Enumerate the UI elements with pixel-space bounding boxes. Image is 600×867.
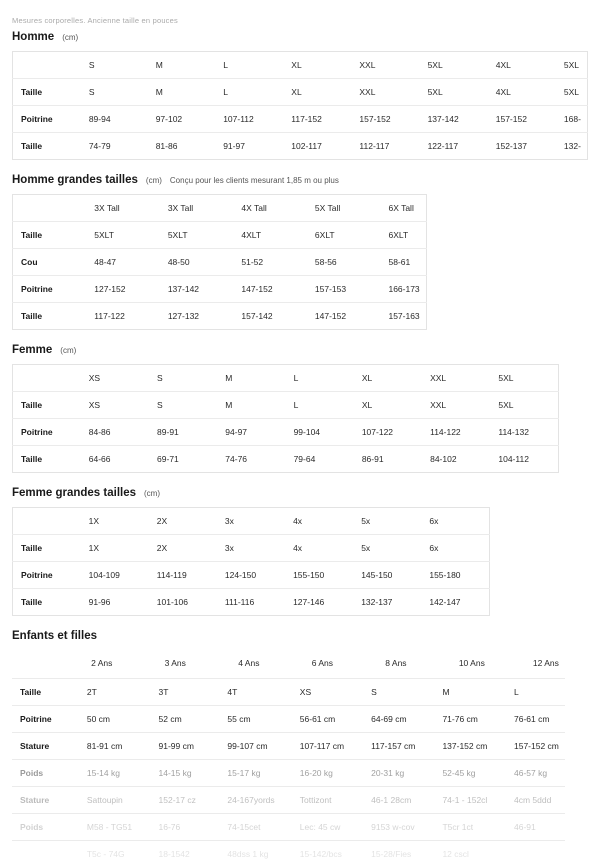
cell: 5XL	[556, 79, 588, 106]
col-header: 3X Tall	[86, 195, 160, 222]
cell: 157-142	[233, 303, 307, 330]
table-row	[12, 787, 565, 814]
cell: 157-152 cm	[506, 733, 565, 760]
cell: 71-76 cm	[434, 706, 506, 733]
cell: M58 - TG51	[79, 814, 151, 841]
col-header: 6 Ans	[304, 650, 378, 678]
section-homme-grandes-unit: (cm)	[146, 176, 162, 185]
table-row	[12, 814, 565, 841]
table-enfants	[12, 678, 565, 867]
table-femme-grandes-tailles	[12, 507, 490, 616]
table-enfants-ages	[12, 650, 565, 678]
section-femme-unit: (cm)	[60, 346, 76, 355]
col-header: 3X Tall	[160, 195, 234, 222]
cell: S	[81, 79, 148, 106]
cell: 91-96	[81, 589, 149, 616]
cell: 86-91	[354, 446, 422, 473]
cell: 89-91	[149, 419, 217, 446]
section-femme-grandes-header	[12, 487, 588, 499]
cell: 157-152	[351, 106, 419, 133]
cell: 24-167yords	[219, 787, 291, 814]
row-label: Taille	[13, 446, 81, 473]
row-label: Taille	[13, 535, 81, 562]
row-label: Taille	[13, 133, 81, 160]
table-row	[13, 195, 427, 222]
cell: 157-152	[488, 106, 556, 133]
section-femme-grandes-unit: (cm)	[144, 489, 160, 498]
table-row	[12, 679, 565, 706]
cell: 5XL	[420, 79, 488, 106]
table-row	[13, 249, 427, 276]
cell: T5c - 74G	[79, 841, 151, 867]
cell: XL	[354, 392, 422, 419]
cell: 50 cm	[79, 706, 151, 733]
cell: 157-163	[380, 303, 426, 330]
cell: 107-122	[354, 419, 422, 446]
cell: 74-76	[217, 446, 285, 473]
cell: 91-97	[215, 133, 283, 160]
cell: 46-1 28cm	[363, 787, 434, 814]
section-homme-unit: (cm)	[62, 33, 78, 42]
row-label: Taille	[13, 589, 81, 616]
section-femme-title: Femme	[12, 344, 52, 356]
cell: 111-116	[217, 589, 285, 616]
cell: 76-61 cm	[506, 706, 565, 733]
cell: 137-142	[160, 276, 234, 303]
table-homme	[12, 51, 588, 160]
col-header: XXL	[351, 52, 419, 79]
col-header: M	[148, 52, 216, 79]
col-header: 5X Tall	[307, 195, 381, 222]
cell: XXL	[422, 392, 490, 419]
cell: 55 cm	[219, 706, 291, 733]
cell: 1X	[81, 535, 149, 562]
cell: 16-20 kg	[292, 760, 363, 787]
section-enfants-title: Enfants et filles	[12, 630, 97, 642]
section-femme-grandes-title: Femme grandes tailles	[12, 487, 136, 499]
cell: 168-	[556, 106, 588, 133]
col-header: 8 Ans	[377, 650, 451, 678]
cell: 117-157 cm	[363, 733, 434, 760]
table-row	[13, 562, 490, 589]
col-header: 5XL	[420, 52, 488, 79]
cell: 147-152	[307, 303, 381, 330]
cell: M	[217, 392, 285, 419]
cell: 4x	[285, 535, 353, 562]
cell: XXL	[351, 79, 419, 106]
cell: 79-64	[286, 446, 354, 473]
col-header	[13, 195, 87, 222]
row-label: Taille	[12, 679, 79, 706]
row-label: Poids	[12, 760, 79, 787]
row-label: Poitrine	[13, 562, 81, 589]
cell: 16-76	[151, 814, 220, 841]
section-homme-header	[12, 31, 588, 43]
cell	[506, 841, 565, 867]
cell: 127-132	[160, 303, 234, 330]
col-header: XXL	[422, 365, 490, 392]
table-row	[13, 392, 559, 419]
cell: 15-14 kg	[79, 760, 151, 787]
cell: 89-94	[81, 106, 148, 133]
row-label: Taille	[13, 303, 87, 330]
cell: 74-79	[81, 133, 148, 160]
measurement-note: Mesures corporelles. Ancienne taille en pouces	[0, 16, 600, 31]
section-homme-grandes-tailles	[0, 174, 600, 330]
table-row	[12, 841, 565, 867]
cell: 15-142/bcs	[292, 841, 363, 867]
cell: 5XLT	[160, 222, 234, 249]
cell: 147-152	[233, 276, 307, 303]
col-header: 12 Ans	[525, 650, 565, 678]
table-row	[13, 222, 427, 249]
cell: 155-180	[421, 562, 489, 589]
cell: L	[215, 79, 283, 106]
row-label: Taille	[13, 392, 81, 419]
cell: 64-66	[81, 446, 149, 473]
cell: 122-117	[420, 133, 488, 160]
cell: 5XLT	[86, 222, 160, 249]
cell: 52 cm	[151, 706, 220, 733]
col-header: 5XL	[556, 52, 588, 79]
col-header: XL	[283, 52, 351, 79]
row-label: Poitrine	[13, 106, 81, 133]
col-header: S	[149, 365, 217, 392]
col-header	[13, 365, 81, 392]
col-header: 6x	[421, 508, 489, 535]
cell: 99-104	[286, 419, 354, 446]
table-homme-grandes-tailles	[12, 194, 427, 330]
cell: 137-142	[420, 106, 488, 133]
cell: 15-17 kg	[219, 760, 291, 787]
section-homme-grandes-header	[12, 174, 588, 186]
table-row	[13, 303, 427, 330]
col-header: 4XL	[488, 52, 556, 79]
table-row	[12, 706, 565, 733]
cell: S	[149, 392, 217, 419]
row-label: Poitrine	[12, 706, 79, 733]
row-label: Taille	[13, 79, 81, 106]
col-header: 2X	[149, 508, 217, 535]
cell: 14-15 kg	[151, 760, 220, 787]
cell: 155-150	[285, 562, 353, 589]
cell: 5XL	[490, 392, 558, 419]
cell: 46-57 kg	[506, 760, 565, 787]
col-header: L	[286, 365, 354, 392]
cell: 127-146	[285, 589, 353, 616]
cell: 104-109	[81, 562, 149, 589]
cell: M	[434, 679, 506, 706]
col-header: 4 Ans	[230, 650, 304, 678]
cell: 15-28/Fies	[363, 841, 434, 867]
cell: XS	[292, 679, 363, 706]
col-header: 5XL	[490, 365, 558, 392]
row-label: Poitrine	[13, 419, 81, 446]
col-header	[13, 508, 81, 535]
cell: 137-152 cm	[434, 733, 506, 760]
cell: 6XLT	[380, 222, 426, 249]
table-row	[13, 419, 559, 446]
row-label: Cou	[13, 249, 87, 276]
table-row	[13, 365, 559, 392]
row-label: Poitrine	[13, 276, 87, 303]
cell: 74-15cet	[219, 814, 291, 841]
cell: 5x	[353, 535, 421, 562]
table-row	[13, 106, 588, 133]
cell: S	[363, 679, 434, 706]
cell: 6XLT	[307, 222, 381, 249]
cell: L	[506, 679, 565, 706]
cell: M	[148, 79, 216, 106]
cell: 107-112	[215, 106, 283, 133]
cell: 97-102	[148, 106, 216, 133]
cell: 132-	[556, 133, 588, 160]
cell: 84-86	[81, 419, 149, 446]
col-header: M	[217, 365, 285, 392]
cell: 142-147	[421, 589, 489, 616]
cell: 81-91 cm	[79, 733, 151, 760]
cell: 2X	[149, 535, 217, 562]
cell: 114-132	[490, 419, 558, 446]
cell: 152-137	[488, 133, 556, 160]
section-enfants-header	[12, 630, 588, 642]
col-header: S	[81, 52, 148, 79]
section-enfants-et-filles	[0, 630, 600, 867]
table-row	[13, 52, 588, 79]
section-homme	[0, 31, 600, 160]
cell: 3x	[217, 535, 285, 562]
cell: 152-17 cz	[151, 787, 220, 814]
cell: 52-45 kg	[434, 760, 506, 787]
col-header: L	[215, 52, 283, 79]
col-header: 3x	[217, 508, 285, 535]
cell: 102-117	[283, 133, 351, 160]
col-header: 5x	[353, 508, 421, 535]
row-label: Taille	[13, 222, 87, 249]
cell: 117-152	[283, 106, 351, 133]
table-row	[13, 276, 427, 303]
cell: Tottizont	[292, 787, 363, 814]
cell: 157-153	[307, 276, 381, 303]
cell: 81-86	[148, 133, 216, 160]
cell: 64-69 cm	[363, 706, 434, 733]
cell: 101-106	[149, 589, 217, 616]
cell: 99-107 cm	[219, 733, 291, 760]
table-row	[12, 760, 565, 787]
section-homme-grandes-title: Homme grandes tailles	[12, 174, 138, 186]
col-header: 2 Ans	[83, 650, 157, 678]
table-row	[12, 650, 565, 678]
cell: 94-97	[217, 419, 285, 446]
cell: 51-52	[233, 249, 307, 276]
cell: 74-1 - 152cl	[434, 787, 506, 814]
section-homme-grandes-subtitle: Conçu pour les clients mesurant 1,85 m ou plus	[170, 176, 339, 185]
col-header: 1X	[81, 508, 149, 535]
cell: 145-150	[353, 562, 421, 589]
cell: XL	[283, 79, 351, 106]
cell: 127-152	[86, 276, 160, 303]
col-header: XL	[354, 365, 422, 392]
cell: 4T	[219, 679, 291, 706]
cell: 132-137	[353, 589, 421, 616]
cell: 2T	[79, 679, 151, 706]
cell: XS	[81, 392, 149, 419]
col-header: 3 Ans	[157, 650, 231, 678]
cell: 18-1542	[151, 841, 220, 867]
cell: 48-47	[86, 249, 160, 276]
col-header: 6X Tall	[380, 195, 426, 222]
col-header: 4x	[285, 508, 353, 535]
row-label: Stature	[12, 787, 79, 814]
cell: 114-119	[149, 562, 217, 589]
cell: 112-117	[351, 133, 419, 160]
cell: 46-91	[506, 814, 565, 841]
table-row	[13, 508, 490, 535]
cell: Sattoupin	[79, 787, 151, 814]
cell: 3T	[151, 679, 220, 706]
section-femme-header	[12, 344, 588, 356]
col-header: 10 Ans	[451, 650, 525, 678]
section-homme-title: Homme	[12, 31, 54, 43]
table-row	[13, 535, 490, 562]
cell: 20-31 kg	[363, 760, 434, 787]
col-header: 4X Tall	[233, 195, 307, 222]
cell: T5cr 1ct	[434, 814, 506, 841]
cell: 48-50	[160, 249, 234, 276]
table-row	[12, 733, 565, 760]
cell: 117-122	[86, 303, 160, 330]
cell: 91-99 cm	[151, 733, 220, 760]
cell: 84-102	[422, 446, 490, 473]
cell: 69-71	[149, 446, 217, 473]
cell: 56-61 cm	[292, 706, 363, 733]
cell: 6x	[421, 535, 489, 562]
col-header: XS	[81, 365, 149, 392]
table-row	[13, 589, 490, 616]
cell: 4XL	[488, 79, 556, 106]
table-row	[13, 79, 588, 106]
table-femme	[12, 364, 559, 473]
cell: 114-122	[422, 419, 490, 446]
cell: 104-112	[490, 446, 558, 473]
section-femme	[0, 344, 600, 473]
cell: 9153 w-cov	[363, 814, 434, 841]
row-label: Poids	[12, 814, 79, 841]
cell: L	[286, 392, 354, 419]
cell: Lec: 45 cw	[292, 814, 363, 841]
section-femme-grandes-tailles	[0, 487, 600, 616]
cell: 48dss 1 kg	[219, 841, 291, 867]
cell: 4XLT	[233, 222, 307, 249]
cell: 12 cscl	[434, 841, 506, 867]
cell: 124-150	[217, 562, 285, 589]
table-row	[13, 133, 588, 160]
cell: 58-61	[380, 249, 426, 276]
cell: 58-56	[307, 249, 381, 276]
row-label	[12, 841, 79, 867]
col-header	[13, 52, 81, 79]
row-label: Stature	[12, 733, 79, 760]
cell: 107-117 cm	[292, 733, 363, 760]
cell: 166-173	[380, 276, 426, 303]
table-row	[13, 446, 559, 473]
col-header	[12, 650, 83, 678]
cell: 4cm 5ddd	[506, 787, 565, 814]
